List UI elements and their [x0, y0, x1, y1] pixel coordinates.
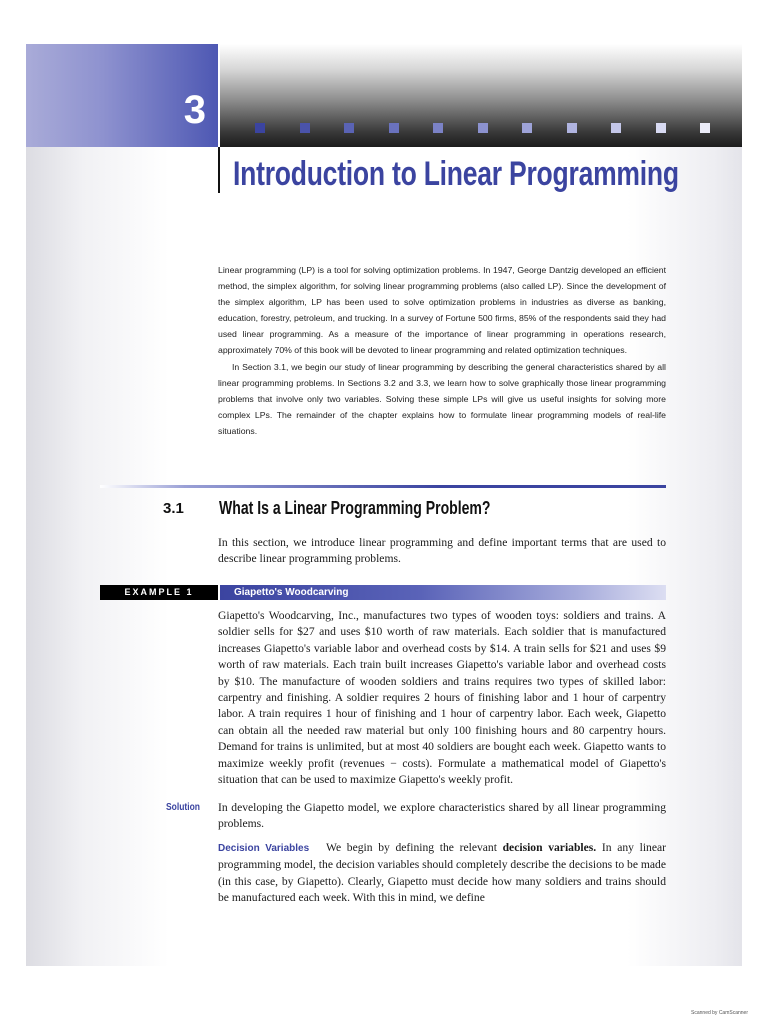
decision-variables-heading: Decision Variables	[218, 843, 310, 854]
intro-paragraph: In Section 3.1, we begin our study of linear programming by describing the general characteristics shared by all linear programming problems. In Sections 3.2 and 3.3, we learn how to solve graphically those linear programming problems that involve only two variables. Solving these simple LPs will give us useful insights for solving more complex LPs. The remainder of the chapter explains how to formulate linear programming models of real-life situations.	[218, 361, 666, 436]
decor-square	[656, 123, 666, 133]
intro-paragraph: Linear programming (LP) is a tool for solving optimization problems. In 1947, George Dantzig developed an efficient method, the simplex algorithm, for solving linear programming problems (also called LP). Since the development of the simplex algorithm, LP has been used to solve optimization problems in industries as diverse as banking, education, forestry, petroleum, and trucking. In a survey of Fortune 500 firms, 85% of the respondents said they had used linear programming. As a measure of the importance of linear programming in operations research, approximately 70% of this book will be devoted to linear programming and related optimization techniques.	[218, 265, 666, 356]
decor-square	[255, 123, 265, 133]
decor-square	[300, 123, 310, 133]
chapter-intro	[218, 262, 666, 439]
section-number: 3.1	[163, 500, 184, 517]
dv-text-before: We begin by defining the relevant	[325, 841, 497, 854]
decor-square	[344, 123, 354, 133]
decision-variables-paragraph	[218, 840, 666, 907]
chapter-number: 3	[183, 88, 206, 132]
example-title: Giapetto's Woodcarving	[234, 587, 349, 598]
solution-label: Solution	[166, 802, 200, 813]
decor-square	[478, 123, 488, 133]
dv-text-after: In any linear programming model, the decision variables should completely describe the decisions to be made (in this case, by Giapetto). Clearly, Giapetto must decide how many soldiers and trains should be manufactured each week. With this in mind, we define	[218, 841, 666, 905]
title-rule	[218, 147, 220, 193]
watermark: Scanned by CamScanner	[691, 1010, 748, 1016]
decor-square	[389, 123, 399, 133]
decor-square	[700, 123, 710, 133]
section-title: What Is a Linear Programming Problem?	[219, 498, 491, 518]
decor-square	[522, 123, 532, 133]
decor-square	[567, 123, 577, 133]
chapter-title: Introduction to Linear Programming	[233, 155, 679, 193]
section-intro: In this section, we introduce linear programming and define important terms that are used to describe linear programming problems.	[218, 536, 666, 566]
decor-square	[745, 123, 755, 133]
decor-square	[611, 123, 621, 133]
example-label: EXAMPLE 1	[100, 585, 218, 600]
dv-term: decision variables.	[502, 841, 597, 854]
chapter-number-box	[26, 44, 218, 147]
section-divider	[100, 485, 666, 488]
solution-body: In developing the Giapetto model, we explore characteristics shared by all linear programming problems.	[218, 801, 666, 831]
example-body: Giapetto's Woodcarving, Inc., manufactures two types of wooden toys: soldiers and trains. A soldier sells for $27 and uses $10 worth of raw materials. Each soldier that is manufactured increases Giapetto's variable labor and overhead costs by $14. A train sells for $21 and uses $9 worth of raw materials. Each train built increases Giapetto's variable labor and overhead costs by $10. The manufacture of wooden soldiers and trains requires two types of skilled labor: carpentry and finishing. A soldier requires 2 hours of finishing labor and 1 hour of carpentry labor. A train requires 1 hour of finishing and 1 hour of carpentry labor. Each week, Giapetto can obtain all the needed raw material but only 100 finishing hours and 80 carpentry hours. Demand for trains is unlimited, but at most 40 soldiers are bought each week. Giapetto wants to maximize weekly profit (revenues − costs). Formulate a mathematical model of Giapetto's situation that can be used to maximize Giapetto's weekly profit.	[218, 609, 666, 787]
decor-square	[433, 123, 443, 133]
